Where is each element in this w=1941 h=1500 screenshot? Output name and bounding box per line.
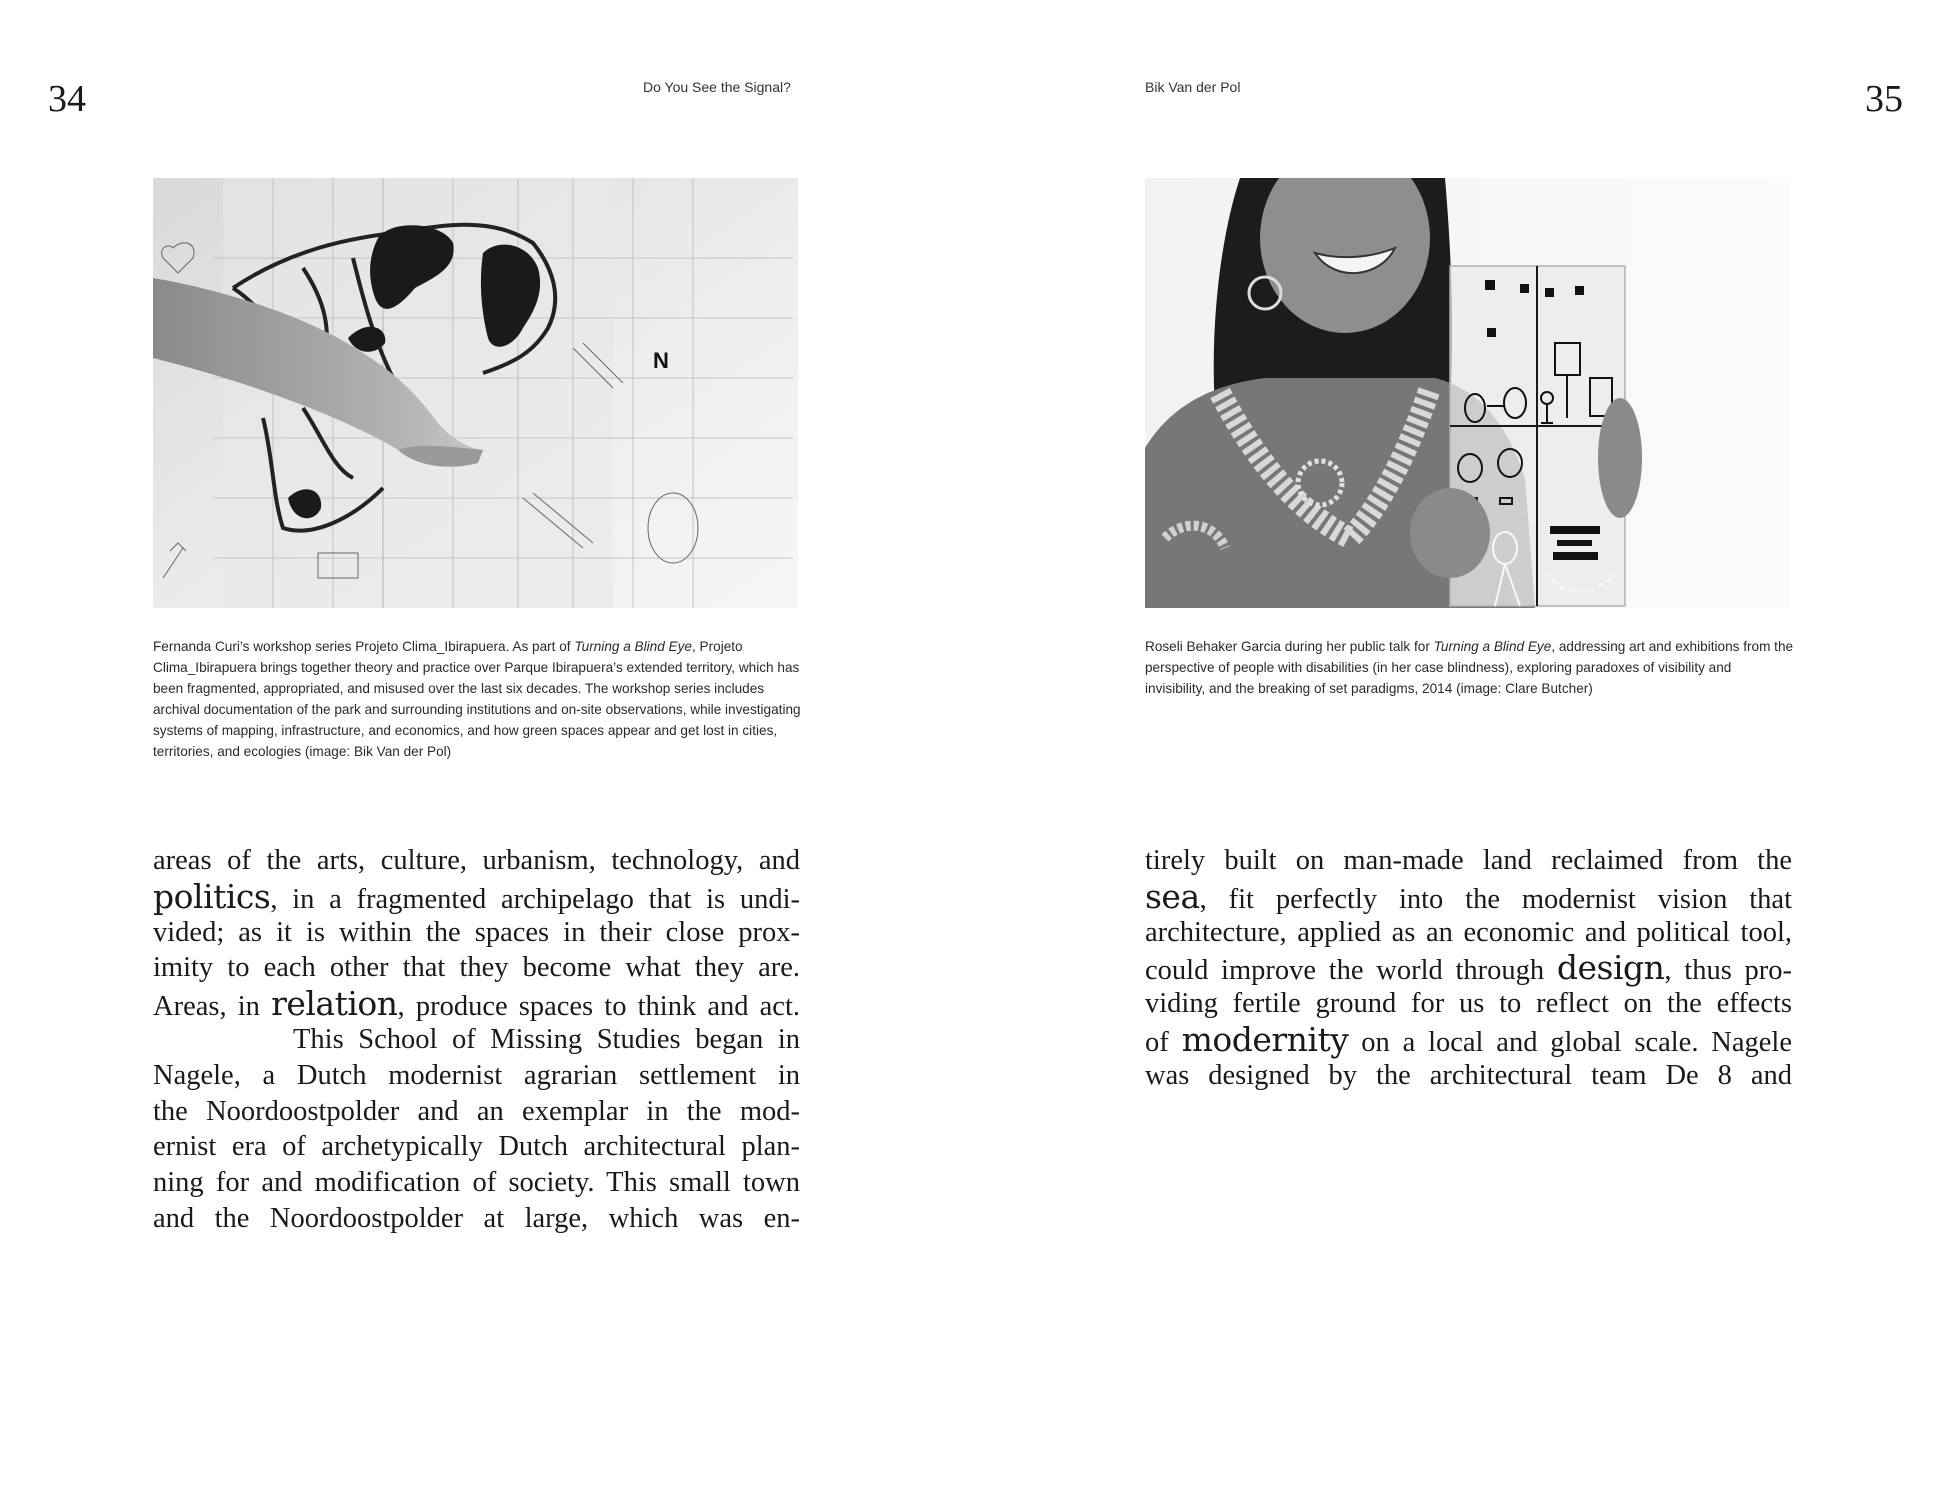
map-workshop-photo [153, 178, 798, 608]
emphasized-word: sea [1145, 876, 1200, 916]
running-head-title: Do You See the Signal? [643, 79, 791, 95]
caption-text-start: Fernanda Curi’s workshop series Projeto Clima_Ibirapuera. As part of [153, 639, 575, 654]
running-head-author: Bik Van der Pol [1145, 79, 1241, 95]
page-number: 34 [48, 78, 86, 120]
caption-text-end: , Projeto Clima_Ibirapuera brings together theory and practice over Parque Ibirapuera’s extended territory, which has been fragmented, appropriated, and misused over the last six decades. The workshop series includes archival documentation of the park and surrounding institutions and on-site observations, while investigating systems of mapping, infrastructure, and economics, and how green spaces appear and get lost in cities, territories, and ecologies (image: Bik Van der Pol) [153, 639, 801, 759]
body-line-paragraph-start: This School of Missing Studies began in [293, 1023, 800, 1055]
map-photo-illustration [153, 178, 798, 608]
body-line: politics, in a fragmented archipelago that is undi- [153, 876, 800, 916]
emphasized-word: modernity [1181, 1019, 1349, 1059]
portrait-photo-illustration [1145, 178, 1790, 608]
body-line: the Noordoostpolder and an exemplar in the mod- [153, 1095, 800, 1127]
body-line: and the Noordoostpolder at large, which was en- [153, 1202, 800, 1234]
body-line: tirely built on man-made land reclaimed from the [1145, 845, 1792, 876]
body-line: viding fertile ground for us to reflect on the effects [1145, 988, 1792, 1020]
body-line: imity to each other that they become what they are. [153, 952, 800, 984]
body-line: architecture, applied as an economic and political tool, [1145, 916, 1792, 948]
left-page [0, 0, 970, 1500]
body-line: could improve the world through design, thus pro- [1145, 948, 1792, 988]
svg-text:N: N [653, 348, 669, 373]
figure-caption [153, 636, 803, 762]
public-talk-photo [1145, 178, 1790, 608]
caption-text-end: , addressing art and exhibitions from the perspective of people with disabilities (in her case blindness), exploring paradoxes of visibility and invisibility, and the breaking of set paradigms, 2014 (image: Clare Butcher) [1145, 639, 1794, 696]
caption-italic-title: Turning a Blind Eye [1433, 639, 1552, 654]
page-number: 35 [1865, 78, 1903, 120]
body-line: ning for and modification of society. This small town [153, 1167, 800, 1199]
body-text-column [153, 843, 800, 1237]
body-line: Nagele, a Dutch modernist agrarian settlement in [153, 1059, 800, 1091]
figure-caption [1145, 636, 1795, 699]
caption-text-start: Roseli Behaker Garcia during her public talk for [1145, 639, 1434, 654]
body-line: sea, fit perfectly into the modernist vision that [1145, 876, 1792, 916]
body-line: was designed by the architectural team De 8 and [1145, 1059, 1792, 1091]
body-line: Areas, in relation, produce spaces to think and act. [153, 984, 800, 1024]
body-line: areas of the arts, culture, urbanism, technology, and [153, 845, 800, 876]
emphasized-word: design [1556, 948, 1665, 988]
emphasized-word: relation [271, 984, 398, 1024]
body-line: vided; as it is within the spaces in their close prox- [153, 916, 800, 948]
caption-italic-title: Turning a Blind Eye [574, 639, 692, 654]
body-line: of modernity on a local and global scale. Nagele [1145, 1019, 1792, 1059]
right-page [970, 0, 1940, 1500]
body-line: ernist era of archetypically Dutch architectural plan- [153, 1131, 800, 1163]
body-text-column [1145, 843, 1792, 1094]
emphasized-word: politics [153, 876, 271, 916]
